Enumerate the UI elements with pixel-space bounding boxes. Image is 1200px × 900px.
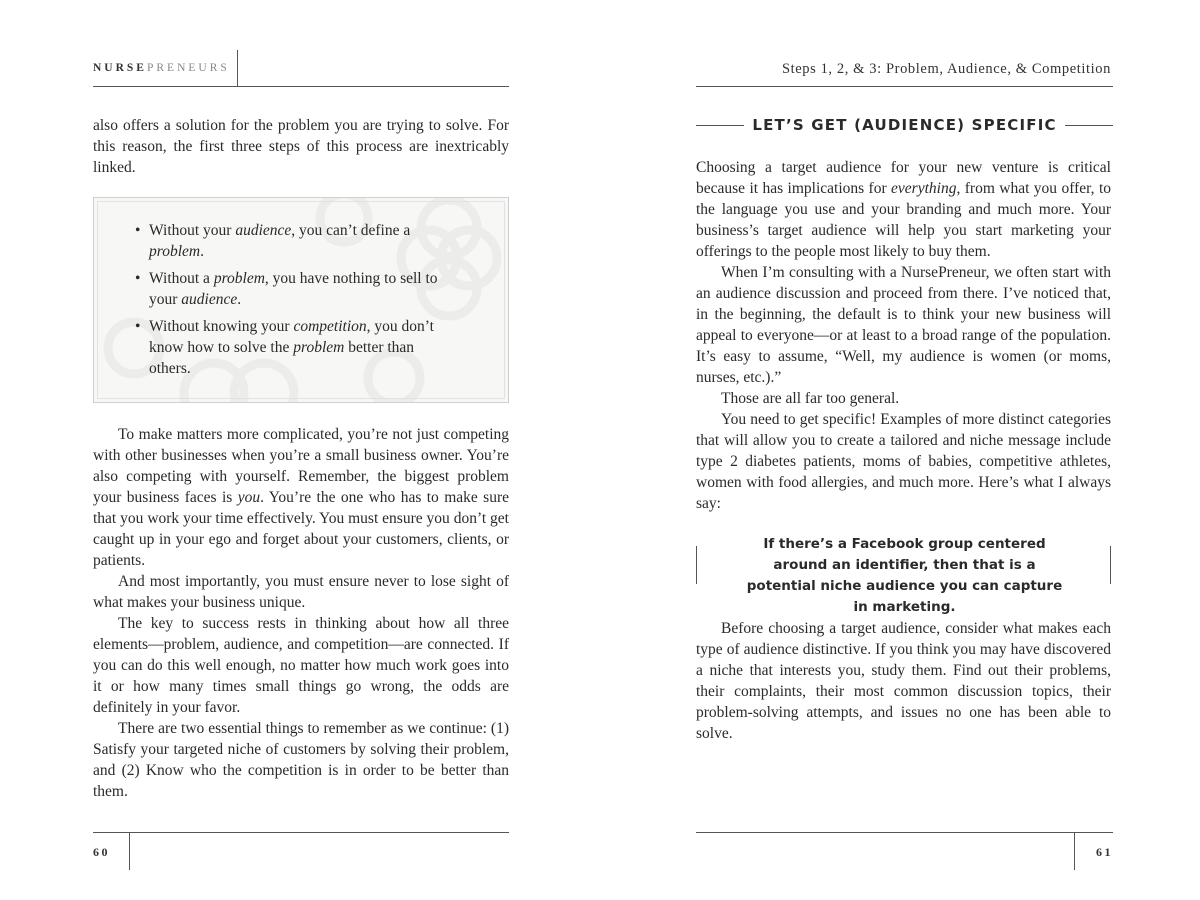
paragraph: And most importantly, you must ensure never to lose sight of what makes your business unique. [93,573,509,611]
footer-divider [1074,832,1075,870]
key-points-list [120,220,450,385]
intro-text: also offers a solution for the problem you are trying to solve. For this reason, the first three steps of this process are inextricably linked. [93,117,509,176]
heading-rule-right [1065,125,1113,126]
page-number: 61 [1096,845,1113,859]
section-heading [696,112,1113,138]
paragraph: Before choosing a target audience, consider what makes each type of audience distinctive. If you think you may have discovered a niche that interests you, study them. Find out their problems, their complaints, their most common discussion topics, their problem-solving attempts, and issues no one has been able to solve. [696,620,1111,742]
key-point-item: • Without your audience, you can’t define a problem. [120,220,450,262]
pull-quote-text: If there’s a Facebook group centered around an identifier, then that is a potential niche audience you can capture in marketing. [746,536,1063,615]
key-point-item: • Without a problem, you have nothing to sell to your audience. [120,268,450,310]
intro-paragraph [93,115,509,178]
brand-bold: NURSE [93,62,147,74]
pull-quote-bar-right [1110,546,1111,584]
paragraph: To make matters more complicated, you’re not just competing with other businesses when you’re a small business owner. You’re also competing with yourself. Remember, the biggest problem your business faces is you. You’re the one who has to make sure that you work your time effectively. You must ensure you don’t get caught up in your ego and forget about your customers, clients, or patients. [93,426,509,569]
pull-quote-bar-left [696,546,697,584]
footer-rule [93,832,509,833]
brand-light: PRENEURS [146,62,230,74]
running-head: Steps 1, 2, & 3: Problem, Audience, & Competition [781,61,1111,77]
right-body-text [696,157,1111,514]
book-brand-header [93,62,230,74]
footer-divider [129,832,130,870]
key-point-item: • Without knowing your competition, you don’t know how to solve the problem better than others. [120,316,450,379]
paragraph: When I’m consulting with a NursePreneur, we often start with an audience discussion and proceed from there. I’ve noticed that, in the beginning, the default is to think your new business will appeal to everyone—or at least to a broad range of the population. It’s easy to assume, “Well, my audience is women (or moms, nurses, etc.).” [696,264,1111,386]
left-body-text [93,424,509,802]
paragraph: Choosing a target audience for your new venture is critical because it has implications for everything, from what you offer, to the language you use and your branding and much more. Your business’s target audience will help you start marketing your offerings to the people most likely to buy them. [696,159,1112,260]
page-number: 60 [93,845,110,859]
header-rule [93,86,509,87]
heading-rule-left [696,125,744,126]
paragraph: You need to get specific! Examples of more distinct categories that will allow you to create a tailored and niche message include type 2 diabetes patients, moms of babies, competitive athletes, women with food allergies, and much more. Here’s what I always say: [696,411,1111,512]
section-title: LET’S GET (AUDIENCE) SPECIFIC [752,116,1057,134]
right-body-text-continued [696,618,1111,744]
footer-rule [696,832,1113,833]
paragraph: There are two essential things to remember as we continue: (1) Satisfy your targeted niche of customers by solving their problem, and (2) Know who the competition is in order to be better than them. [93,720,509,800]
header-rule [696,86,1113,87]
pull-quote [696,534,1113,615]
header-divider [237,50,238,87]
paragraph: Those are all far too general. [721,390,900,407]
paragraph: The key to success rests in thinking about how all three elements—problem, audience, and competition—are connected. If you can do this well enough, no matter how much work goes into it or how many times small things go wrong, the odds are definitely in your favor. [93,615,509,716]
key-points-box [93,197,509,403]
